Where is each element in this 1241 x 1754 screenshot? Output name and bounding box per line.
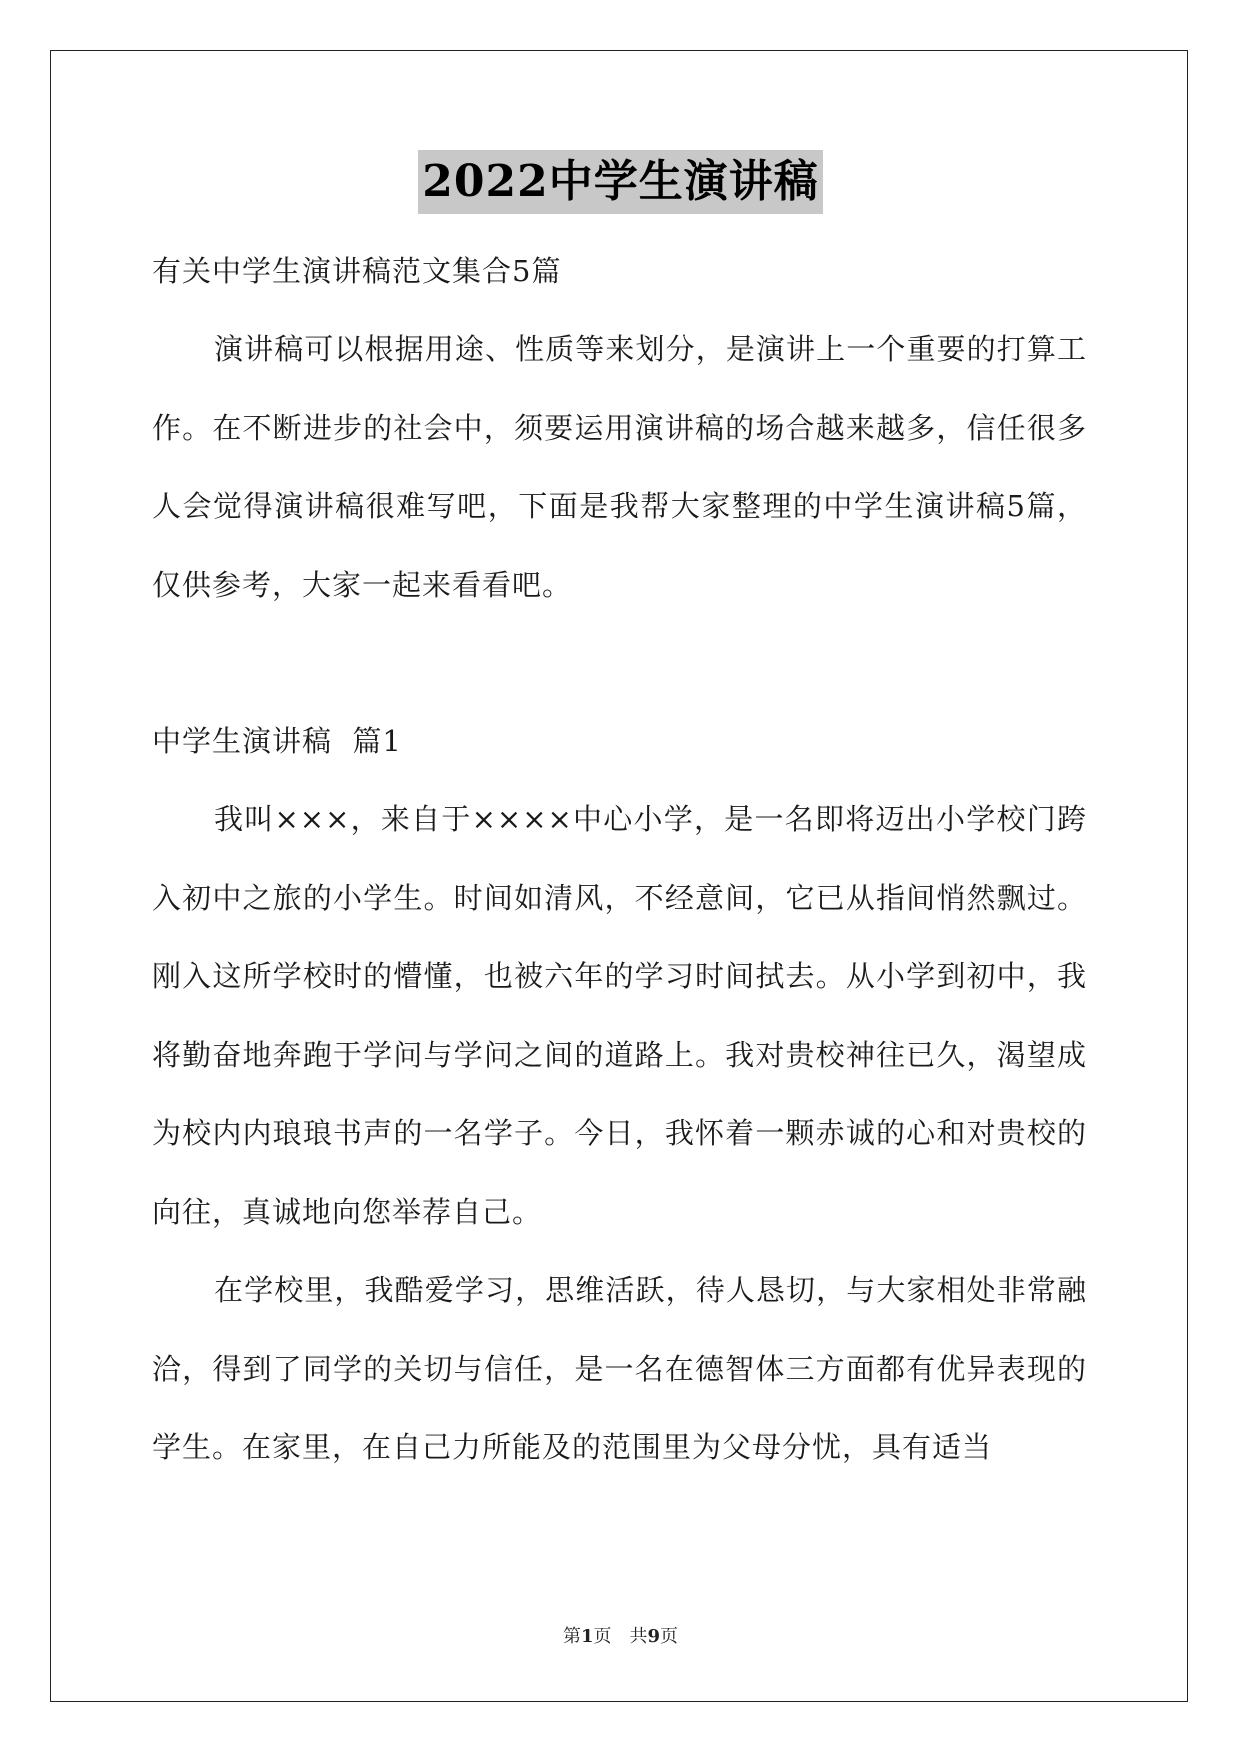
section-spacer	[152, 624, 1087, 702]
footer-current-page: 1	[580, 1626, 594, 1647]
footer-prefix: 第	[562, 1626, 581, 1647]
body-paragraph-1: 我叫×××，来自于××××中心小学，是一名即将迈出小学校门跨入初中之旅的小学生。时间如清风，不经意间，它已从指间悄然飘过。刚入这所学校时的懵懂，也被六年的学习时间拭去。从小学到初中，我将勤奋地奔跑于学问与学问之间的道路上。我对贵校神往已久，渴望成为校内内琅琅书声的一名学子。今日，我怀着一颗赤诚的心和对贵校的向往，真诚地向您举荐自己。	[152, 802, 1087, 1229]
document-subtitle: 有关中学生演讲稿范文集合5篇	[152, 254, 562, 288]
title-wrap	[0, 150, 1241, 214]
section-heading: 中学生演讲稿 篇1	[152, 724, 402, 758]
footer-mid: 页 共	[593, 1626, 648, 1647]
intro-paragraph: 演讲稿可以根据用途、性质等来划分，是演讲上一个重要的打算工作。在不断进步的社会中，须要运用演讲稿的场合越来越多，信任很多人会觉得演讲稿很难写吧，下面是我帮大家整理的中学生演讲稿5篇，仅供参考，大家一起来看看吧。	[152, 332, 1087, 602]
footer-suffix: 页	[660, 1626, 679, 1647]
footer-total-pages: 9	[647, 1626, 661, 1647]
document-body	[152, 232, 1087, 1487]
body-paragraph-2: 在学校里，我酷爱学习，思维活跃，待人恳切，与大家相处非常融洽，得到了同学的关切与信任，是一名在德智体三方面都有优异表现的学生。在家里，在自己力所能及的范围里为父母分忧，具有适当	[152, 1273, 1087, 1464]
document-title: 2022中学生演讲稿	[418, 150, 822, 214]
page-footer	[0, 1622, 1241, 1648]
